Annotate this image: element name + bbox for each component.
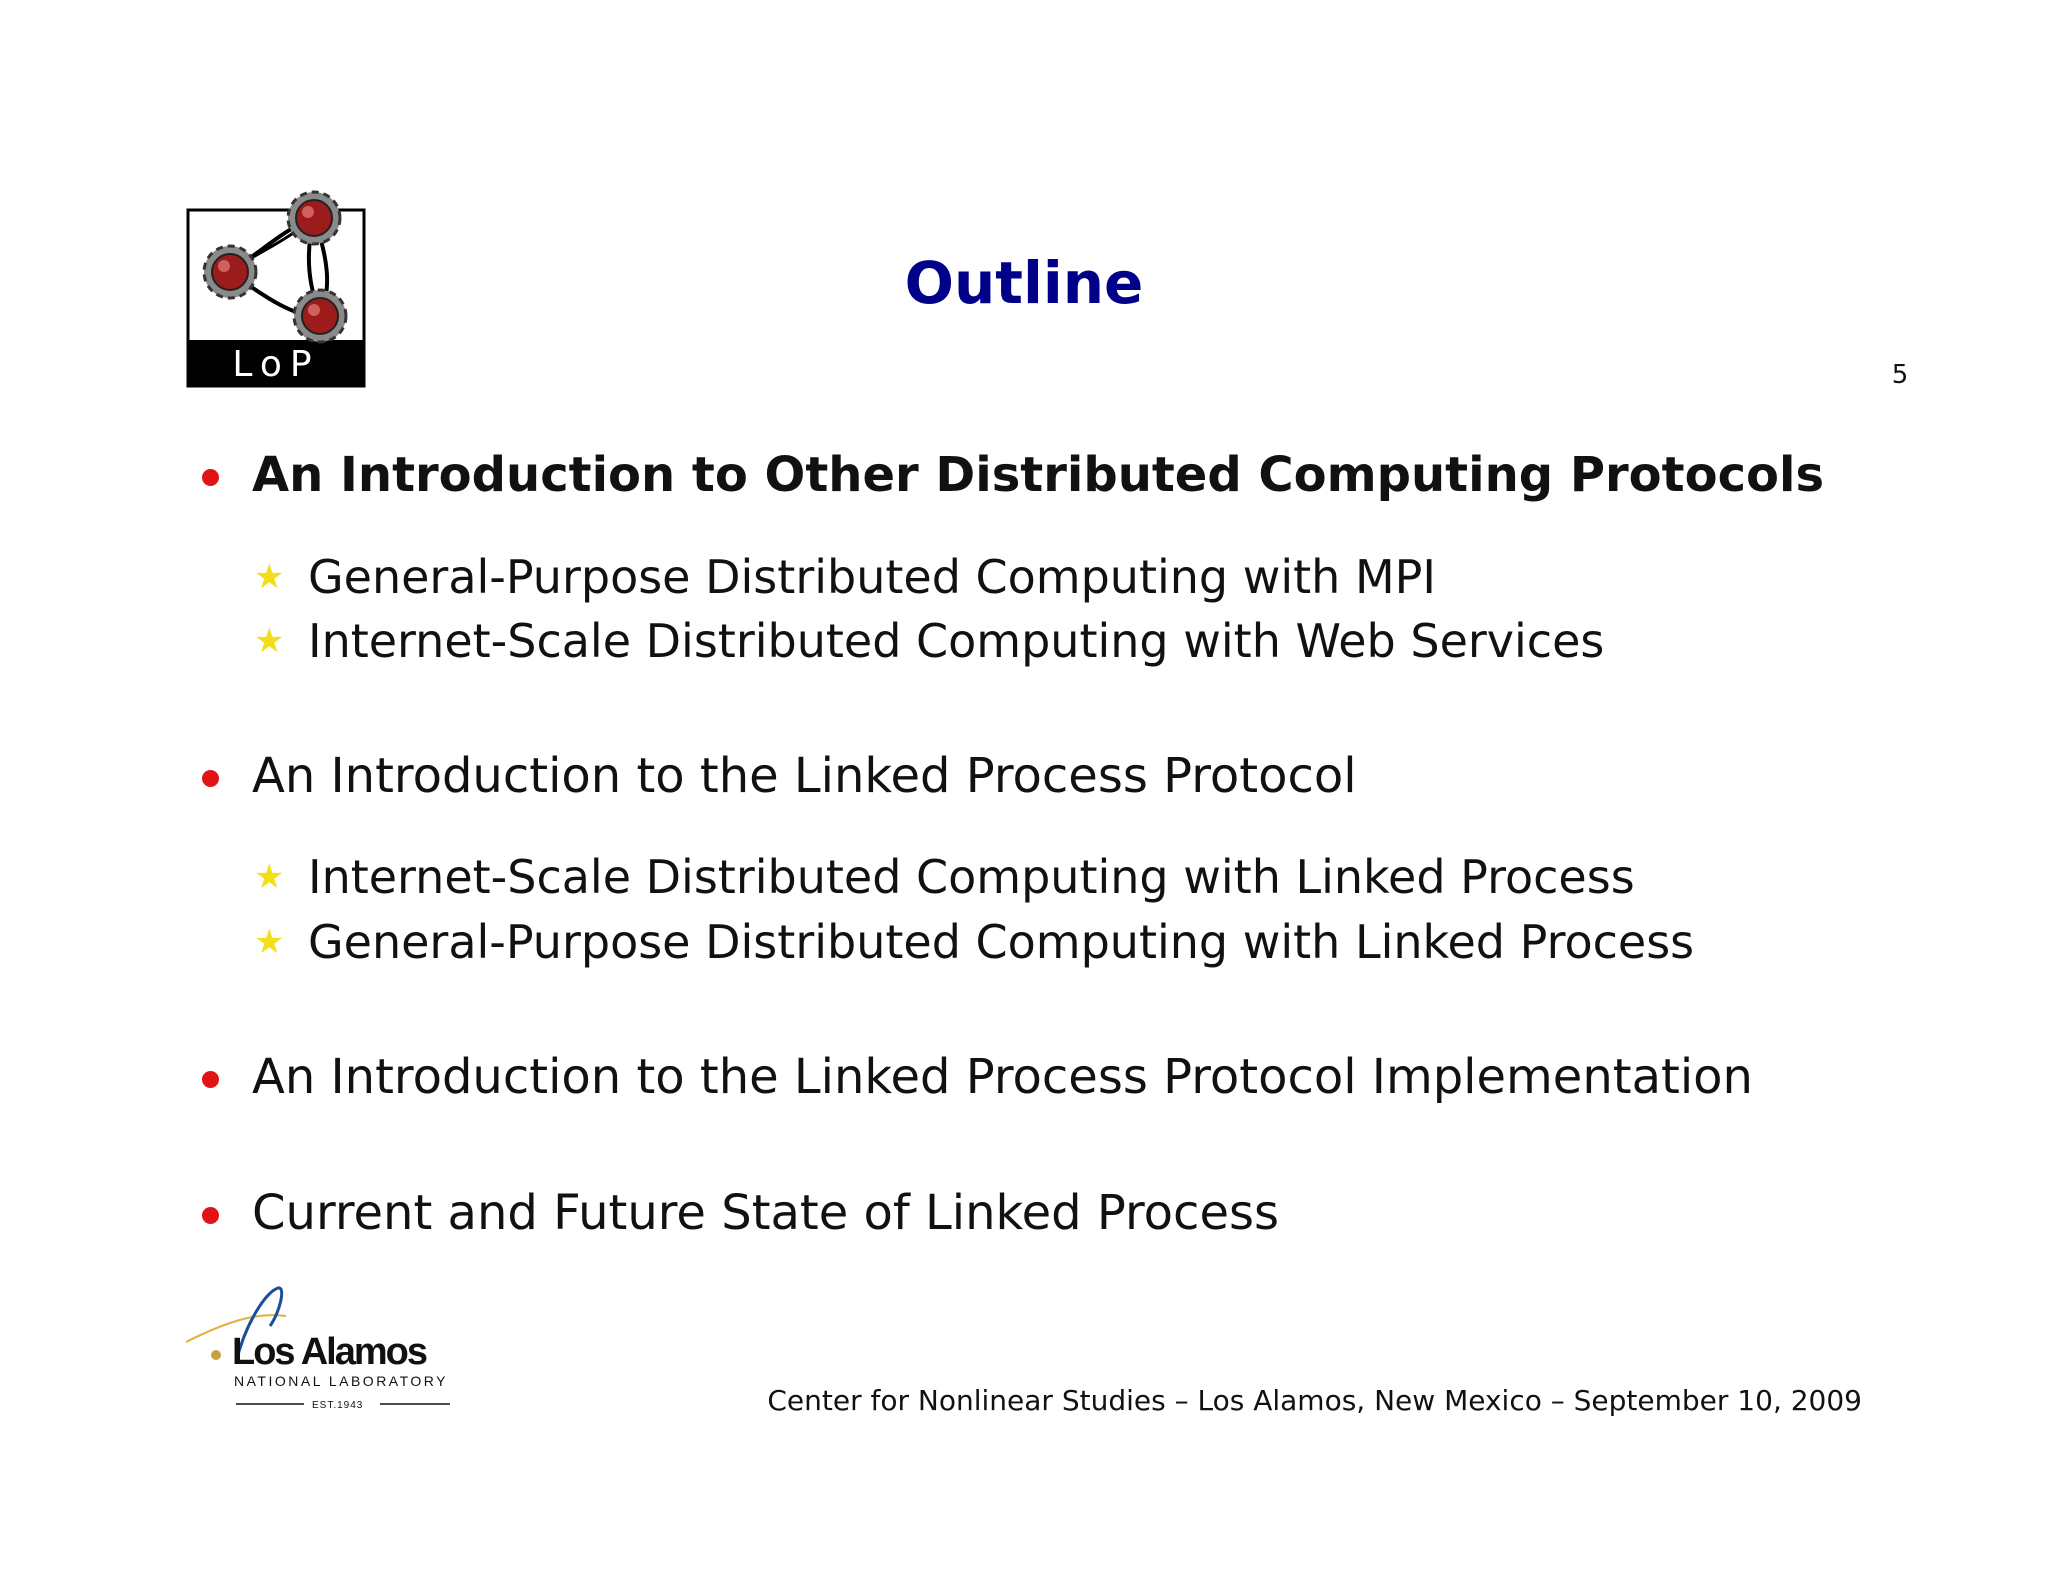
bullet-dot <box>202 1207 219 1224</box>
slide-title: Outline <box>904 249 1144 317</box>
outline-item: An Introduction to the Linked Process Protocol Implementation <box>252 1049 1753 1105</box>
lanl-subtitle: NATIONAL LABORATORY <box>234 1373 448 1389</box>
bullet-dot <box>202 1071 219 1088</box>
star-icon: ★ <box>254 922 285 962</box>
outline-subitem: General-Purpose Distributed Computing with MPI <box>308 550 1436 604</box>
gear-node-top <box>288 192 340 244</box>
outline-subitem: General-Purpose Distributed Computing with Linked Process <box>308 915 1695 969</box>
star-icon: ★ <box>254 621 285 661</box>
los-alamos-logo <box>186 1282 456 1412</box>
lanl-name: Los Alamos <box>232 1331 426 1373</box>
lanl-established: EST.1943 <box>312 1400 364 1411</box>
outline-item: An Introduction to the Linked Process Protocol <box>252 748 1357 804</box>
outline-subitem: Internet-Scale Distributed Computing with Web Services <box>308 614 1605 668</box>
bullet-dot <box>202 770 219 787</box>
star-icon: ★ <box>254 557 285 597</box>
outline-item: An Introduction to Other Distributed Computing Protocols <box>252 447 1825 503</box>
star-icon: ★ <box>254 857 285 897</box>
outline-item: Current and Future State of Linked Process <box>252 1185 1279 1241</box>
bullet-dot <box>202 469 219 486</box>
outline-subitem: Internet-Scale Distributed Computing with Linked Process <box>308 850 1635 904</box>
page-number: 5 <box>1891 360 1909 390</box>
footer: Center for Nonlinear Studies – Los Alamos, New Mexico – September 10, 2009 <box>767 1384 1862 1417</box>
lop-text: LoP <box>232 344 320 385</box>
